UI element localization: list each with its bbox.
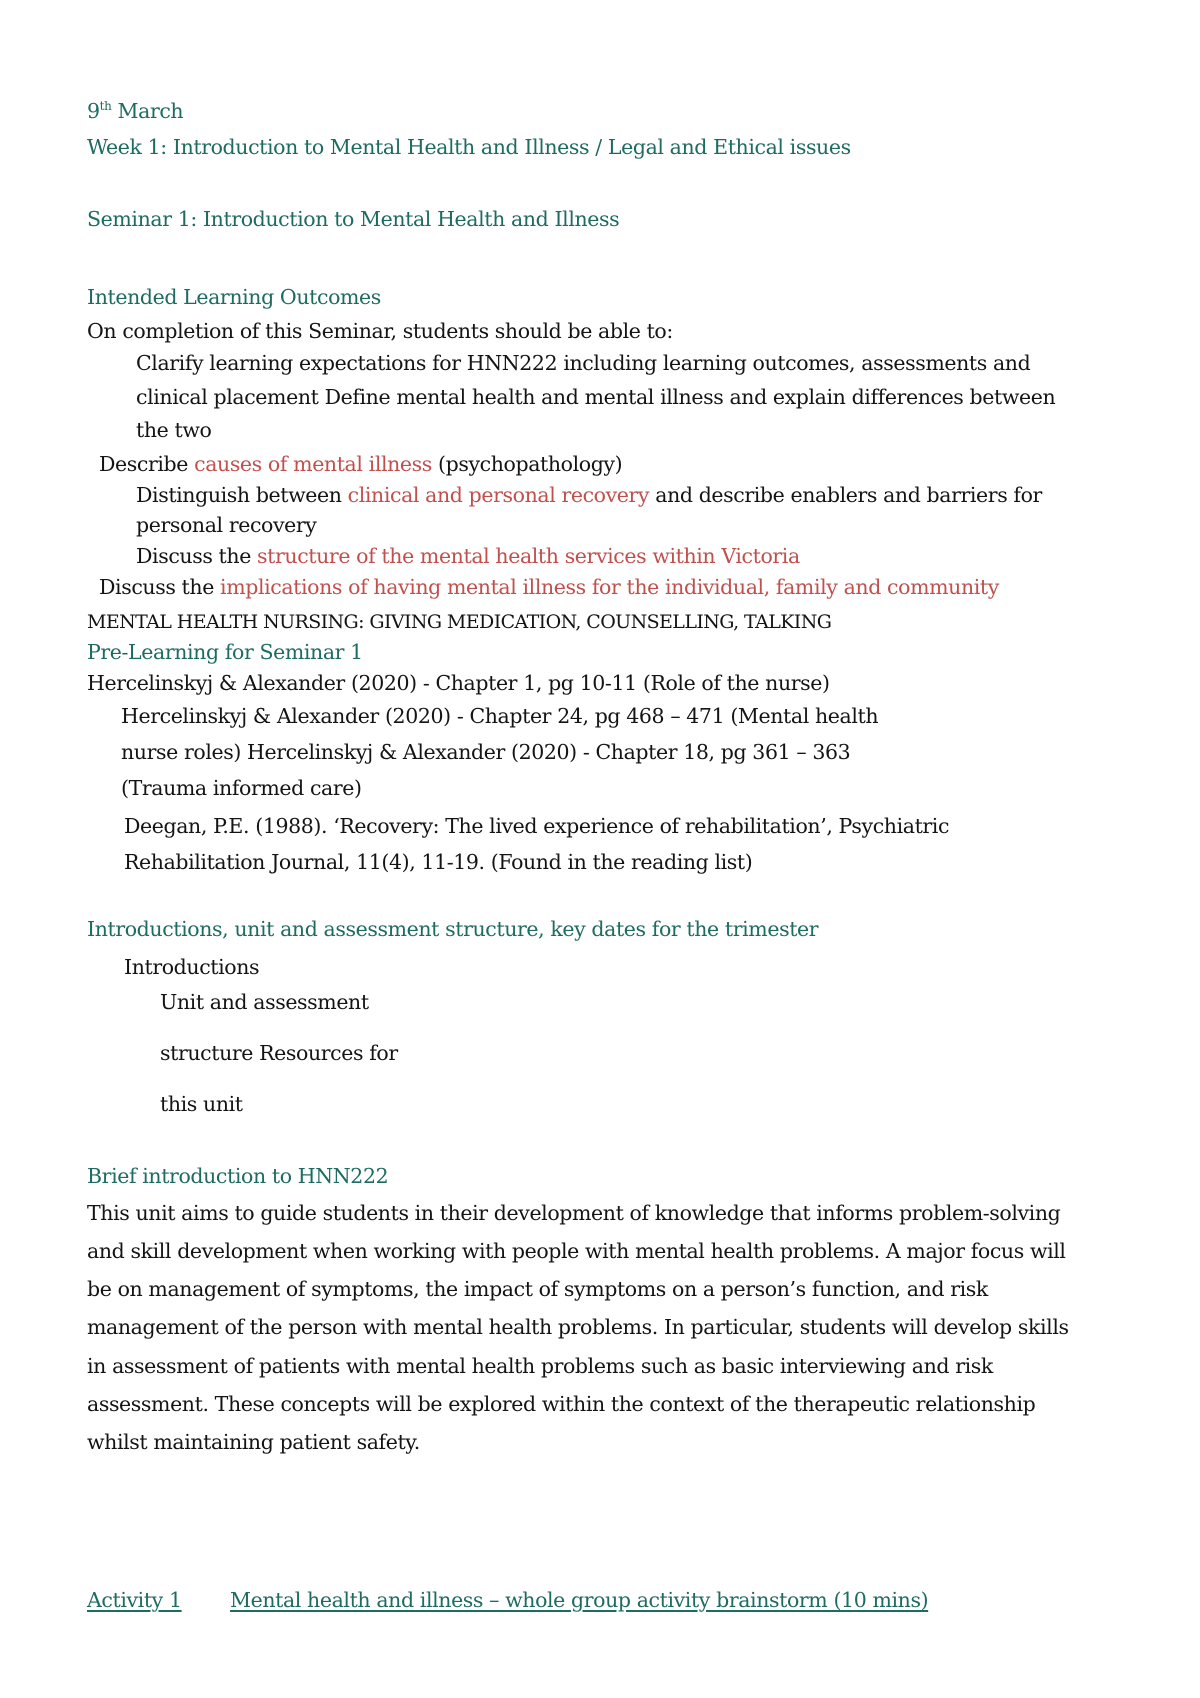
reference-line: Deegan, P.E. (1988). ‘Recovery: The lived experience of rehabilitation’, Psychiatric xyxy=(124,814,950,838)
outcome-discuss-implications xyxy=(99,574,999,600)
intro-item: this unit xyxy=(160,1092,243,1116)
reference-line: (Trauma informed care) xyxy=(121,776,362,800)
outcome-discuss-services xyxy=(136,543,800,569)
outcome-line: the two xyxy=(136,418,212,442)
seminar-title: Seminar 1: Introduction to Mental Health and Illness xyxy=(87,207,620,231)
brief-paragraph-line: and skill development when working with people with mental health problems. A major focus will xyxy=(87,1239,1066,1263)
outcome-line: personal recovery xyxy=(136,513,317,537)
reference-line: Hercelinskyj & Alexander (2020) - Chapter 1, pg 10-11 (Role of the nurse) xyxy=(87,671,830,695)
outcome-line: clinical placement Define mental health and mental illness and explain differences between xyxy=(136,385,1056,409)
brief-paragraph-line: management of the person with mental health problems. In particular, students will develop skills xyxy=(87,1315,1069,1339)
activity-title: Mental health and illness – whole group activity brainstorm (10 mins) xyxy=(230,1588,929,1612)
outcomes-heading: Intended Learning Outcomes xyxy=(87,285,381,309)
brief-paragraph-line: in assessment of patients with mental health problems such as basic interviewing and risk xyxy=(87,1354,993,1378)
outcome-text: Discuss the xyxy=(136,544,258,568)
outcome-highlight: implications of having mental illness for the individual, family and community xyxy=(220,575,999,599)
outcome-highlight: causes of mental illness xyxy=(194,452,432,476)
reference-line: nurse roles) Hercelinskyj & Alexander (2020) - Chapter 18, pg 361 – 363 xyxy=(121,740,851,764)
date-suffix: th xyxy=(99,99,112,114)
date-day: 9 xyxy=(87,99,100,123)
brief-paragraph-line: be on management of symptoms, the impact of symptoms on a person’s function, and risk xyxy=(87,1277,988,1301)
intro-item: structure Resources for xyxy=(160,1041,398,1065)
caps-note: MENTAL HEALTH NURSING: GIVING MEDICATION, COUNSELLING, TALKING xyxy=(87,611,832,633)
brief-paragraph-line: This unit aims to guide students in their development of knowledge that informs problem-solving xyxy=(87,1201,1061,1225)
reference-line: Rehabilitation Journal, 11(4), 11-19. (Found in the reading list) xyxy=(124,850,753,874)
outcome-text: Discuss the xyxy=(99,575,221,599)
week-title: Week 1: Introduction to Mental Health and Illness / Legal and Ethical issues xyxy=(87,135,851,159)
outcome-describe xyxy=(99,451,622,477)
outcome-highlight: clinical and personal recovery xyxy=(347,483,650,507)
outcome-line: Clarify learning expectations for HNN222 including learning outcomes, assessments and xyxy=(136,351,1031,375)
outcome-distinguish xyxy=(136,482,1042,508)
brief-paragraph-line: whilst maintaining patient safety. xyxy=(87,1430,420,1454)
reference-line: Hercelinskyj & Alexander (2020) - Chapter 24, pg 468 – 471 (Mental health xyxy=(121,704,879,728)
date-line xyxy=(87,98,183,124)
prelearning-heading: Pre-Learning for Seminar 1 xyxy=(87,640,363,664)
outcome-text: Describe xyxy=(99,452,195,476)
intro-item: Introductions xyxy=(124,955,260,979)
outcome-text: and describe enablers and barriers for xyxy=(649,483,1042,507)
outcome-text: (psychopathology) xyxy=(431,452,623,476)
introductions-heading: Introductions, unit and assessment structure, key dates for the trimester xyxy=(87,917,819,941)
outcome-text: Distinguish between xyxy=(136,483,348,507)
brief-heading: Brief introduction to HNN222 xyxy=(87,1164,389,1188)
activity-label: Activity 1 xyxy=(87,1588,182,1612)
intro-item: Unit and assessment xyxy=(160,990,369,1014)
brief-paragraph-line: assessment. These concepts will be explored within the context of the therapeutic relationship xyxy=(87,1392,1036,1416)
date-month: March xyxy=(111,99,184,123)
outcomes-intro: On completion of this Seminar, students should be able to: xyxy=(87,319,673,343)
outcome-highlight: structure of the mental health services within Victoria xyxy=(257,544,800,568)
